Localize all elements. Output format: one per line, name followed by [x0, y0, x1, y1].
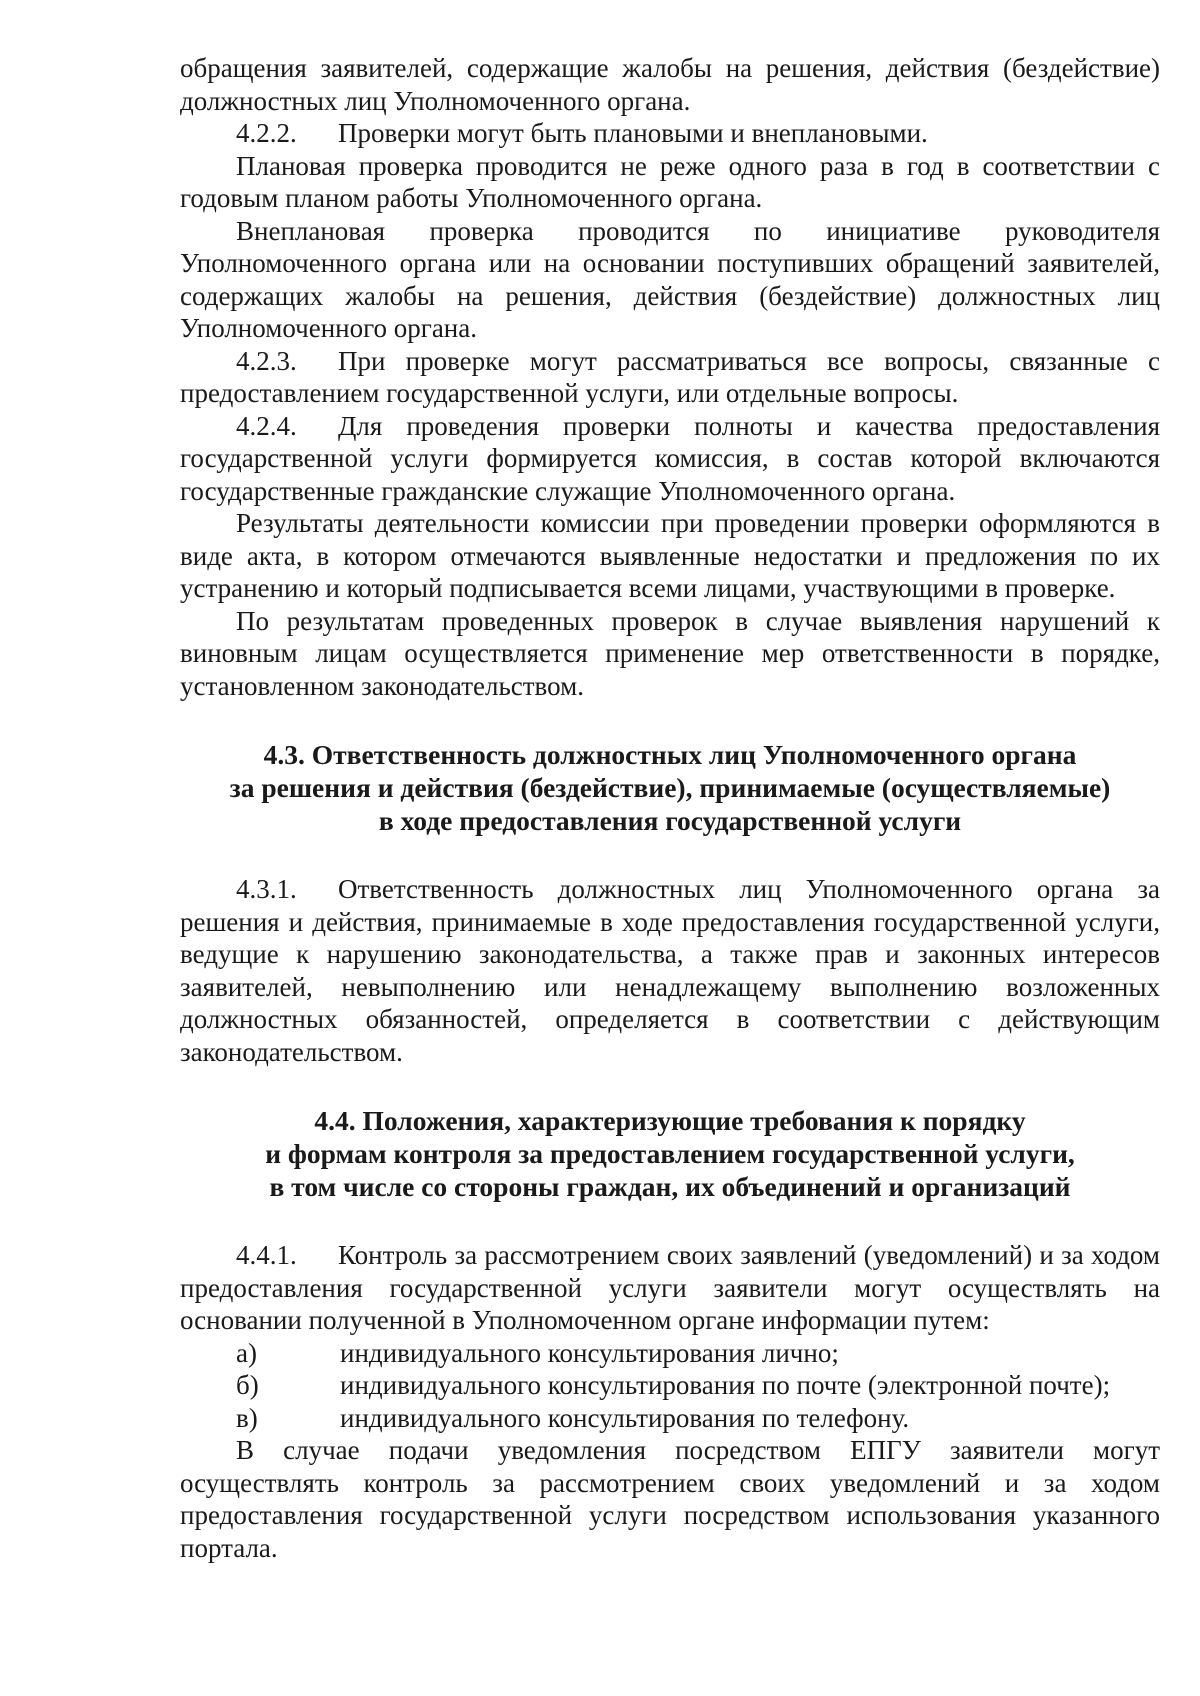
clause-text: Ответственность должностных лиц Уполномоченного органа за решения и действия, принимаемые в ходе предоставления государственной услуги, ведущие к нарушению законодательства, а также прав и законных интересов заявителей, невыполнению или ненадлежащему выполнению возложенных должностных обязанностей, определяется в соответствии с действующим законодательством.	[180, 874, 1160, 1067]
section-heading-4-4	[180, 1104, 1160, 1203]
paragraph-planned-inspection: Плановая проверка проводится не реже одного раза в год в соответствии с годовым планом работы Уполномоченного органа.	[180, 150, 1160, 213]
document-page	[180, 52, 1160, 1564]
clause-number: 4.2.4.	[236, 410, 297, 441]
list-item	[180, 1369, 1160, 1402]
heading-line: и формам контроля за предоставлением государственной услуги,	[265, 1138, 1075, 1169]
paragraph-commission-results: Результаты деятельности комиссии при проведении проверки оформляются в виде акта, в котором отмечаются выявленные недостатки и предложения по их устранению и который подписывается всеми лицами, участвующими в проверке.	[180, 508, 1160, 603]
paragraph-4-3-1	[180, 873, 1160, 1068]
paragraph-unplanned-inspection: Внеплановая проверка проводится по инициативе руководителя Уполномоченного органа или на основании поступивших обращений заявителей, содержащих жалобы на решения, действия (бездействие) должностных лиц Уполномоченного органа.	[180, 215, 1160, 343]
clause-text: Проверки могут быть плановыми и внеплановыми.	[338, 118, 928, 148]
list-marker: в)	[236, 1402, 258, 1433]
paragraph-epgu-control: В случае подачи уведомления посредством ЕПГУ заявители могут осуществлять контроль за рассмотрением своих уведомлений и за ходом предоставления государственной услуги посредством использования указанного портала.	[180, 1435, 1160, 1563]
list-marker: б)	[236, 1370, 259, 1400]
clause-number: 4.2.2.	[236, 118, 297, 148]
clause-text: Контроль за рассмотрением своих заявлений (уведомлений) и за ходом предоставления государственной услуги заявители могут осуществлять на основании полученной в Уполномоченном органе информации путем:	[180, 1240, 1160, 1335]
section-heading-4-3	[180, 738, 1160, 837]
paragraph-4-4-1	[180, 1239, 1160, 1337]
clause-text: Для проведения проверки полноты и качества предоставления государственной услуги формируется комиссия, в состав которой включаются государственные гражданские служащие Уполномоченного органа.	[180, 410, 1160, 506]
list-item	[180, 1402, 1160, 1435]
heading-line: 4.4. Положения, характеризующие требования к порядку	[314, 1105, 1026, 1136]
clause-number: 4.3.1.	[236, 874, 297, 904]
heading-line: за решения и действия (бездействие), принимаемые (осуществляемые)	[229, 772, 1111, 803]
paragraph-4-2-3	[180, 345, 1160, 410]
paragraph-inspection-consequences: По результатам проведенных проверок в случае выявления нарушений к виновным лицам осуществляется применение мер ответственности в порядке, установленном законодательством.	[180, 605, 1160, 701]
clause-number: 4.2.3.	[236, 345, 297, 376]
clause-number: 4.4.1.	[236, 1240, 297, 1270]
paragraph-complaints-continuation: обращения заявителей, содержащие жалобы на решения, действия (бездействие) должностных лиц Уполномоченного органа.	[180, 53, 1160, 116]
list-item-text: индивидуального консультирования лично;	[340, 1337, 839, 1368]
list-item-text: индивидуального консультирования по почте (электронной почте);	[340, 1370, 1111, 1400]
heading-line: в том числе со стороны граждан, их объединений и организаций	[269, 1171, 1071, 1202]
heading-line: в ходе предоставления государственной услуги	[378, 805, 962, 836]
paragraph-4-2-4	[180, 410, 1160, 508]
heading-line: 4.3. Ответственность должностных лиц Уполномоченного органа	[263, 739, 1077, 770]
paragraph-4-2-2	[180, 117, 1160, 150]
list-item	[180, 1337, 1160, 1370]
list-item-text: индивидуального консультирования по телефону.	[340, 1402, 910, 1433]
list-marker: а)	[236, 1337, 257, 1368]
clause-text: При проверке могут рассматриваться все вопросы, связанные с предоставлением государственной услуги, или отдельные вопросы.	[180, 345, 1160, 408]
